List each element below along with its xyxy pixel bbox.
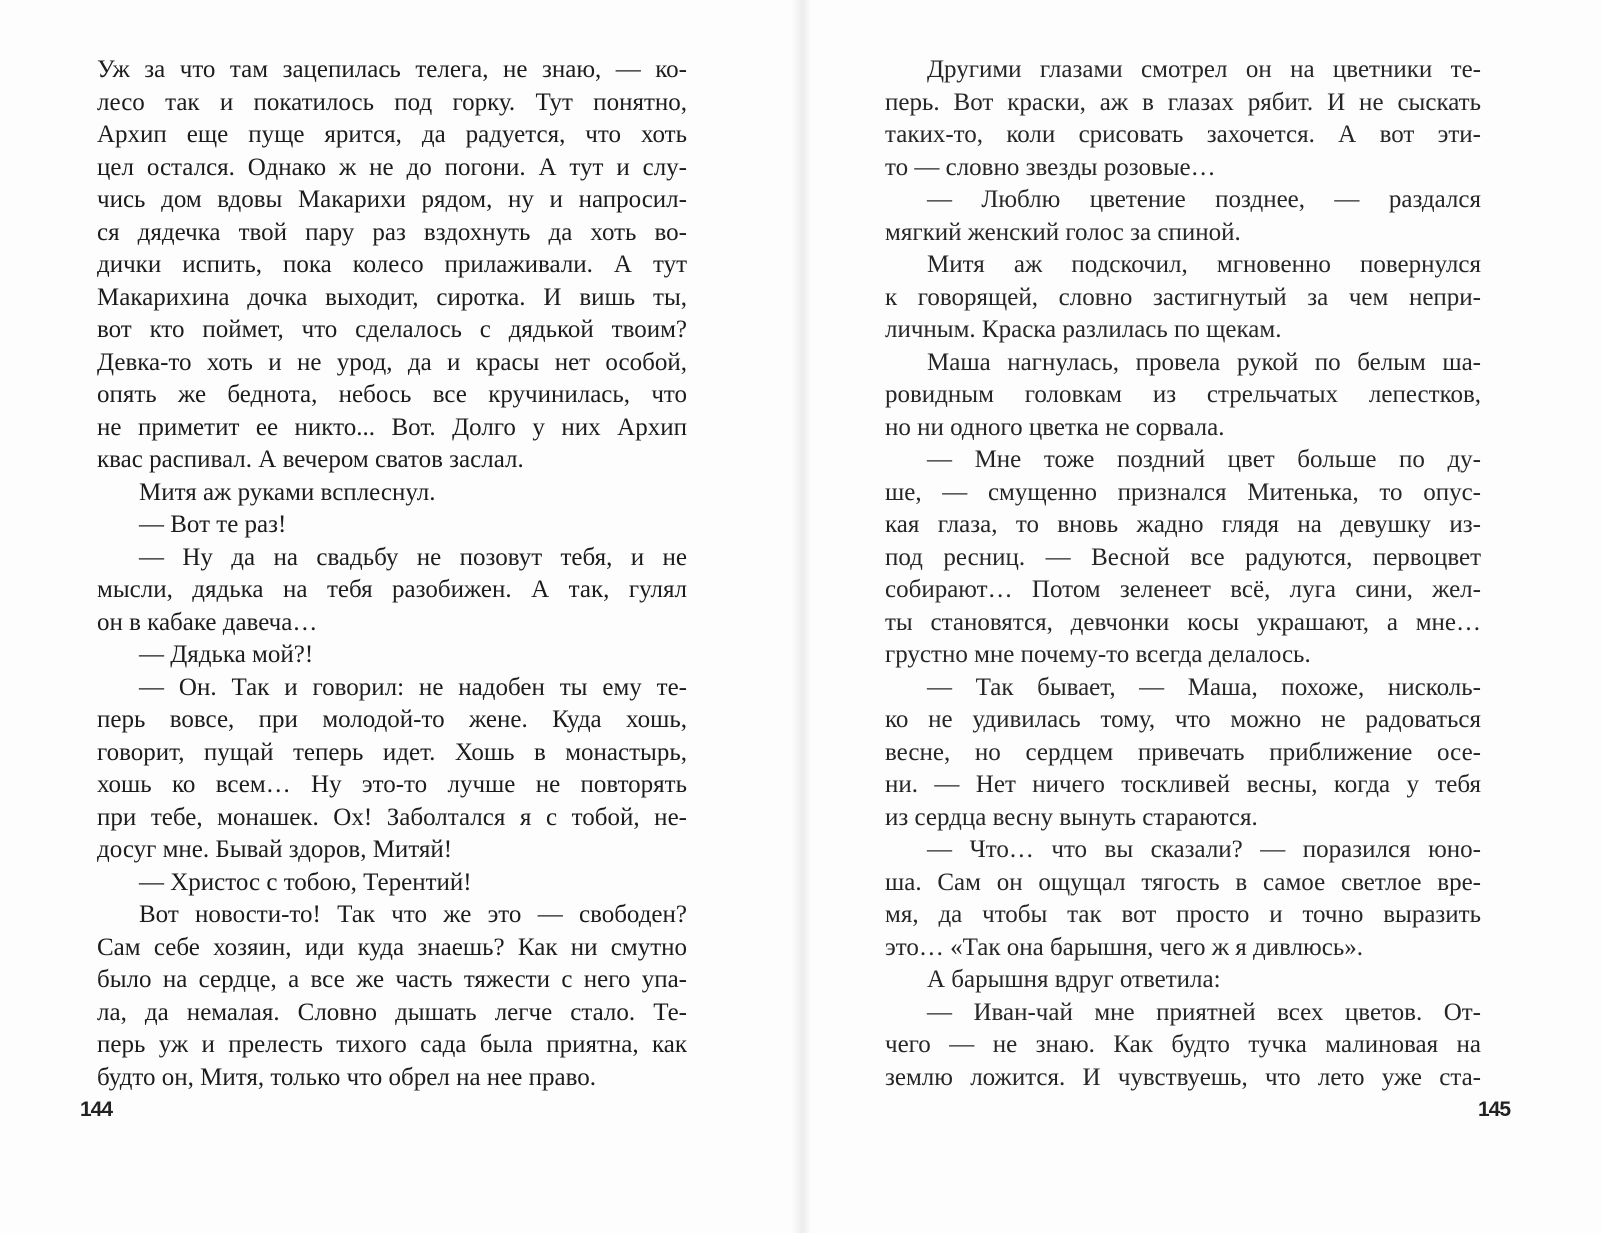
text-line: — Так бывает, — Маша, похоже, нисколь-: [927, 673, 1481, 701]
text-line: перь. Вот краски, аж в глазах рябит. И не сыскать: [885, 88, 1481, 116]
text-line: весне, но сердцем привечать приближение осе-: [885, 738, 1481, 766]
text-line: — Мне тоже поздний цвет больше по ду-: [927, 446, 1481, 473]
text-line: А барышня вдруг ответила:: [927, 966, 1221, 993]
text-line: ни. — Нет ничего тоскливей весны, когда у тебя: [885, 771, 1481, 798]
text-line: будто он, Митя, только что обрел на нее право.: [97, 1063, 596, 1091]
text-line: мысли, дядька на тебя разобижен. А так, гулял: [97, 576, 687, 603]
text-line: ша. Сам он ощущал тягость в самое светлое вре-: [885, 868, 1481, 896]
text-line: при тебе, монашек. Ох! Заболтался я с тобой, не-: [97, 803, 687, 831]
text-line: квас распивал. А вечером сватов заслал.: [97, 446, 524, 473]
text-line: Митя аж подскочил, мгновенно повернулся: [927, 251, 1481, 278]
text-line: мя, да чтобы так вот просто и точно выразить: [885, 901, 1481, 928]
text-line: Уж за что там зацепилась телега, не знаю, — ко-: [97, 56, 687, 83]
text-line: досуг мне. Бывай здоров, Митяй!: [97, 836, 453, 863]
text-line: ко не удивилась тому, что можно не радоваться: [885, 706, 1481, 733]
text-line: кая глаза, то вновь жадно глядя на девушку из-: [885, 511, 1481, 538]
book-gutter: [790, 0, 812, 1233]
text-line: личным. Краска разлилась по щекам.: [885, 316, 1282, 343]
text-line: Другими глазами смотрел он на цветники те-: [927, 56, 1481, 83]
left-page-text: [97, 54, 687, 1094]
text-line: — Иван-чай мне приятней всех цветов. От-: [927, 998, 1481, 1026]
text-line: ся дядечка твой пару раз вздохнуть да хоть во-: [97, 218, 687, 246]
text-line: Митя аж руками всплеснул.: [139, 478, 436, 506]
text-line: лесо так и покатилось под горку. Тут понятно,: [97, 88, 687, 116]
text-line: было на сердце, а все же часть тяжести с него упа-: [97, 966, 687, 993]
text-line: не приметит ее никто... Вот. Долго у них Архип: [97, 413, 687, 441]
left-page-number: 144: [80, 1098, 113, 1121]
text-line: собирают… Потом зеленеет всё, луга сини, жел-: [885, 576, 1481, 603]
text-line: Девка-то хоть и не урод, да и красы нет особой,: [97, 348, 687, 376]
text-line: перь вовсе, при молодой-то жене. Куда хошь,: [97, 706, 687, 733]
text-line: он в кабаке давеча…: [97, 608, 318, 636]
text-line: мягкий женский голос за спиной.: [885, 218, 1241, 246]
text-line: цел остался. Однако ж не до погони. А тут и слу-: [97, 153, 687, 181]
text-line: землю ложится. И чувствуешь, что лето уже ста-: [885, 1063, 1481, 1091]
text-line: из сердца весну вынуть стараются.: [885, 803, 1258, 831]
text-line: перь уж и прелесть тихого сада была приятна, как: [97, 1031, 687, 1058]
text-line: опять же беднота, небось все кручинилась, что: [97, 381, 687, 408]
text-line: говорит, пущай теперь идет. Хошь в монастырь,: [97, 738, 687, 766]
text-line: таких-то, коли срисовать захочется. А вот эти-: [885, 121, 1481, 148]
right-page-text: [885, 54, 1481, 1094]
text-line: — Вот те раз!: [139, 511, 287, 538]
text-line: — Он. Так и говорил: не надобен ты ему те-: [139, 673, 687, 701]
text-line: это… «Так она барышня, чего ж я дивлюсь».: [885, 933, 1363, 961]
text-line: — Люблю цветение позднее, — раздался: [927, 186, 1481, 213]
text-line: чего — не знаю. Как будто тучка малиновая на: [885, 1031, 1481, 1058]
text-line: — Ну да на свадьбу не позовут тебя, и не: [139, 543, 687, 571]
text-line: Сам себе хозяин, иди куда знаешь? Как ни смутно: [97, 933, 687, 961]
text-line: — Христос с тобою, Терентий!: [139, 868, 472, 896]
text-line: — Что… что вы сказали? — поразился юно-: [927, 836, 1481, 863]
text-line: дички испить, пока колесо прилаживали. А тут: [97, 251, 687, 278]
text-line: вот кто поймет, что сделалось с дядькой твоим?: [97, 316, 687, 343]
text-line: чись дом вдовы Макарихи рядом, ну и напросил-: [97, 186, 687, 213]
text-line: ше, — смущенно признался Митенька, то опус-: [885, 478, 1481, 506]
text-line: Маша нагнулась, провела рукой по белым ша-: [927, 348, 1481, 376]
text-line: ты становятся, девчонки косы украшают, а мне…: [885, 608, 1481, 636]
text-line: то — словно звезды розовые…: [885, 153, 1216, 181]
text-line: ла, да немалая. Словно дышать легче стало. Те-: [97, 998, 687, 1026]
text-line: но ни одного цветка не сорвала.: [885, 413, 1225, 441]
text-line: под ресниц. — Весной все радуются, первоцвет: [885, 543, 1481, 571]
text-line: хошь ко всем… Ну это-то лучше не повторять: [97, 771, 687, 798]
text-line: Макарихина дочка выходит, сиротка. И вишь ты,: [97, 283, 687, 311]
text-line: Вот новости-то! Так что же это — свободен?: [139, 901, 687, 928]
text-line: грустно мне почему-то всегда делалось.: [885, 641, 1311, 668]
right-page-number: 145: [1478, 1098, 1511, 1121]
text-line: — Дядька мой?!: [139, 641, 314, 668]
text-line: ровидным головкам из стрельчатых лепестков,: [885, 381, 1481, 408]
text-line: к говорящей, словно застигнутый за чем непри-: [885, 283, 1481, 311]
text-line: Архип еще пуще ярится, да радуется, что хоть: [97, 121, 687, 148]
